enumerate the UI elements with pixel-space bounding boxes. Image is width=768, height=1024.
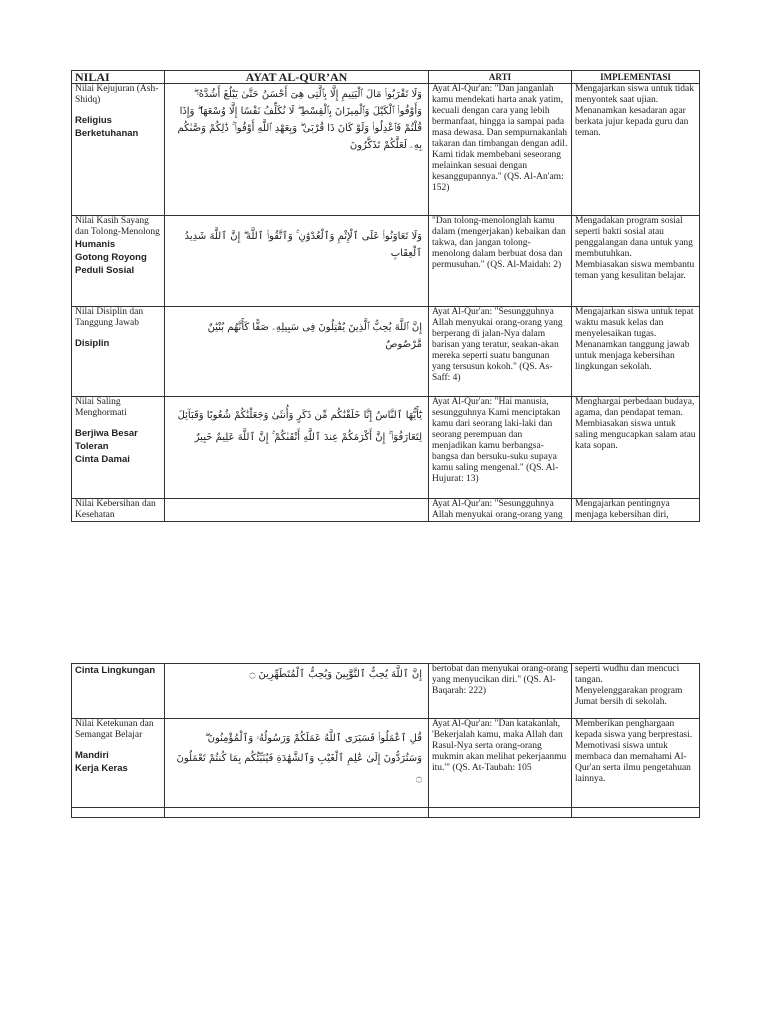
value-cell — [72, 216, 165, 307]
implementasi-item: Memotivasi siswa untuk membaca dan memahami Al-Qur'an serta ilmu pengetahuan lainnya. — [575, 741, 691, 784]
value-label: Nilai Kasih Sayang dan Tolong-Menolong — [75, 216, 160, 237]
implementasi-item: Menghargai perbedaan budaya, agama, dan pendapat teman. — [575, 397, 695, 418]
implementasi-cell — [572, 397, 700, 499]
header-nilai: NILAI — [72, 71, 165, 84]
character-label: Disiplin — [75, 338, 110, 349]
empty-cell — [165, 808, 429, 818]
empty-cell — [572, 808, 700, 818]
empty-cell — [72, 808, 165, 818]
value-cell — [72, 719, 165, 808]
character-label: Cinta Damai — [75, 454, 130, 465]
header-ayat: AYAT AL-QUR’AN — [165, 71, 429, 84]
arti-cell: Ayat Al-Qur'an: "Dan katakanlah, 'Bekerjalah kamu, maka Allah dan Rasul-Nya serta orang-orang mukmin akan melihat pekerjaanmu itu.'" (QS. At-Taubah: 105 — [429, 719, 572, 808]
value-label: Nilai Ketekunan dan Semangat Belajar — [75, 719, 154, 740]
implementasi-cell — [572, 307, 700, 397]
table-header-row — [72, 71, 700, 84]
character-label: Religius — [75, 115, 112, 126]
ayat-cell: إِنَّ ٱللَّهَ يُحِبُّ ٱلتَّوَّٰبِينَ وَيُحِبُّ ٱلْمُتَطَهِّرِينَ ۝ — [165, 664, 429, 719]
values-table — [71, 70, 700, 522]
implementasi-item: seperti wudhu dan mencuci tangan. — [575, 664, 680, 685]
value-cell — [72, 664, 165, 719]
arti-cell: bertobat dan menyukai orang-orang yang menyucikan diri." (QS. Al-Baqarah: 222) — [429, 664, 572, 719]
implementasi-item: Mengajarkan siswa untuk tepat waktu masuk kelas dan menyelesaikan tugas. — [575, 307, 694, 339]
character-label: Humanis — [75, 239, 116, 250]
character-label: Cinta Lingkungan — [75, 665, 156, 676]
value-cell — [72, 84, 165, 216]
implementasi-cell — [572, 719, 700, 808]
arti-cell: "Dan tolong-menolonglah kamu dalam (mengerjakan) kebaikan dan takwa, dan jangan tolong-menolong dalam berbuat dosa dan permusuhan." (QS. Al-Maidah: 2) — [429, 216, 572, 307]
ayat-cell: وَلَا تَعَاوَنُوا۟ عَلَى ٱلْإِثْمِ وَٱلْعُدْوَٰنِ ۚ وَٱتَّقُوا۟ ٱللَّهَ ۖ إِنَّ ٱللَّهَ شَدِيدُ ٱلْعِقَابِ — [165, 216, 429, 307]
arti-cell: Ayat Al-Qur'an: "Dan janganlah kamu mendekati harta anak yatim, kecuali dengan cara yang lebih bermanfaat, hingga ia sampai pada masa dewasa. Dan sempurnakanlah takaran dan timbangan dengan adil. Kami tidak membebani seseorang melainkan sesuai dengan kesanggupannya." (QS. Al-An'am: 152) — [429, 84, 572, 216]
ayat-cell: يَٰٓأَيُّهَا ٱلنَّاسُ إِنَّا خَلَقْنَٰكُم مِّن ذَكَرٍ وَأُنثَىٰ وَجَعَلْنَٰكُمْ شُعُوبًا وَقَبَآئِلَ لِتَعَارَفُوٓا۟ ۚ إِنَّ أَكْرَمَكُمْ عِندَ ٱللَّهِ أَتْقَىٰكُمْ ۚ إِنَّ ٱللَّهَ عَلِيمٌ خَبِيرٌ — [165, 397, 429, 499]
value-label: Nilai Saling Menghormati — [75, 397, 127, 418]
ayat-cell — [165, 499, 429, 522]
empty-row — [72, 808, 700, 818]
character-label: Toleran — [75, 441, 109, 452]
implementasi-item: Memberikan penghargaan kepada siswa yang berprestasi. — [575, 719, 693, 740]
implementasi-item: Membiasakan siswa untuk saling mengucapkan salam atau kata sopan. — [575, 419, 696, 451]
implementasi-cell — [572, 216, 700, 307]
ayat-cell: قُلِ ٱعْمَلُوا۟ فَسَيَرَى ٱللَّهُ عَمَلَكُمْ وَرَسُولُهُۥ وَٱلْمُؤْمِنُونَ ۖ وَسَتُرَدُّونَ إِلَىٰ عَٰلِمِ ٱلْغَيْبِ وَٱلشَّهَٰدَةِ فَيُنَبِّئُكُم بِمَا كُنتُمْ تَعْمَلُونَ ۝ — [165, 719, 429, 808]
empty-cell — [429, 808, 572, 818]
table-row — [72, 216, 700, 307]
character-label: Mandiri — [75, 750, 109, 761]
implementasi-cell — [572, 664, 700, 719]
arti-cell: Ayat Al-Qur'an: "Sesungguhnya Allah menyukai orang-orang yang — [429, 499, 572, 522]
ayat-cell: إِنَّ ٱللَّهَ يُحِبُّ ٱلَّذِينَ يُقَٰتِلُونَ فِى سَبِيلِهِۦ صَفًّا كَأَنَّهُم بُنْيَٰنٌ مَّرْصُوصٌ — [165, 307, 429, 397]
table-row — [72, 84, 700, 216]
table-row — [72, 664, 700, 719]
character-label: Gotong Royong — [75, 252, 147, 263]
value-cell — [72, 397, 165, 499]
implementasi-item: Membiasakan siswa membantu teman yang kesulitan belajar. — [575, 260, 695, 281]
arti-cell: Ayat Al-Qur'an: "Sesungguhnya Allah menyukai orang-orang yang berperang di jalan-Nya dalam barisan yang teratur, seakan-akan mereka seperti suatu bangunan yang tersusun kokoh." (QS. As-Saff: 4) — [429, 307, 572, 397]
implementasi-item: Menanamkan tanggung jawab untuk menjaga kebersihan lingkungan sekolah. — [575, 340, 690, 372]
implementasi-item: Menanamkan kesadaran agar berkata jujur kepada guru dan teman. — [575, 106, 689, 138]
implementasi-cell — [572, 499, 700, 522]
value-label: Nilai Kejujuran (Ash-Shidq) — [75, 84, 159, 105]
character-label: Berketuhanan — [75, 128, 139, 139]
table-row — [72, 397, 700, 499]
character-label: Peduli Sosial — [75, 265, 135, 276]
ayat-cell: وَلَا تَقْرَبُوا۟ مَالَ ٱلْيَتِيمِ إِلَّا بِٱلَّتِى هِىَ أَحْسَنُ حَتَّىٰ يَبْلُغَ أَشُدَّهُۥ ۖ وَأَوْفُوا۟ ٱلْكَيْلَ وَٱلْمِيزَانَ بِٱلْقِسْطِ ۖ لَا نُكَلِّفُ نَفْسًا إِلَّا وُسْعَهَا ۖ وَإِذَا قُلْتُمْ فَٱعْدِلُوا۟ وَلَوْ كَانَ ذَا قُرْبَىٰ ۖ وَبِعَهْدِ ٱللَّهِ أَوْفُوا۟ ۚ ذَٰلِكُمْ وَصَّىٰكُم بِهِۦ لَعَلَّكُمْ تَذَكَّرُونَ — [165, 84, 429, 216]
value-cell: Nilai Kebersihan dan Kesehatan — [72, 499, 165, 522]
arti-cell: Ayat Al-Qur'an: "Hai manusia, sesungguhnya Kami menciptakan kamu dari seorang laki-laki dan seorang perempuan dan menjadikan kamu berbangsa-bangsa dan bersuku-suku supaya kamu saling mengenal." (QS. Al-Hujurat: 13) — [429, 397, 572, 499]
implementasi-item: Mengajarkan siswa untuk tidak menyontek saat ujian. — [575, 84, 694, 105]
implementasi-cell — [572, 84, 700, 216]
table-row — [72, 719, 700, 808]
table-row — [72, 499, 700, 522]
character-label: Berjiwa Besar — [75, 428, 138, 439]
character-label: Kerja Keras — [75, 763, 128, 774]
header-implementasi: IMPLEMENTASI — [572, 71, 700, 84]
value-label: Nilai Disiplin dan Tanggung Jawab — [75, 307, 144, 328]
implementasi-item: Menyelenggarakan program Jumat bersih di sekolah. — [575, 686, 683, 707]
values-table-continued — [71, 663, 700, 818]
table-row — [72, 307, 700, 397]
value-cell — [72, 307, 165, 397]
header-arti: ARTI — [429, 71, 572, 84]
implementasi-item: Mengajarkan pentingnya menjaga kebersihan diri, — [575, 499, 670, 520]
implementasi-item: Mengadakan program sosial seperti bakti sosial atau penggalangan dana untuk yang membutuhkan. — [575, 216, 693, 259]
